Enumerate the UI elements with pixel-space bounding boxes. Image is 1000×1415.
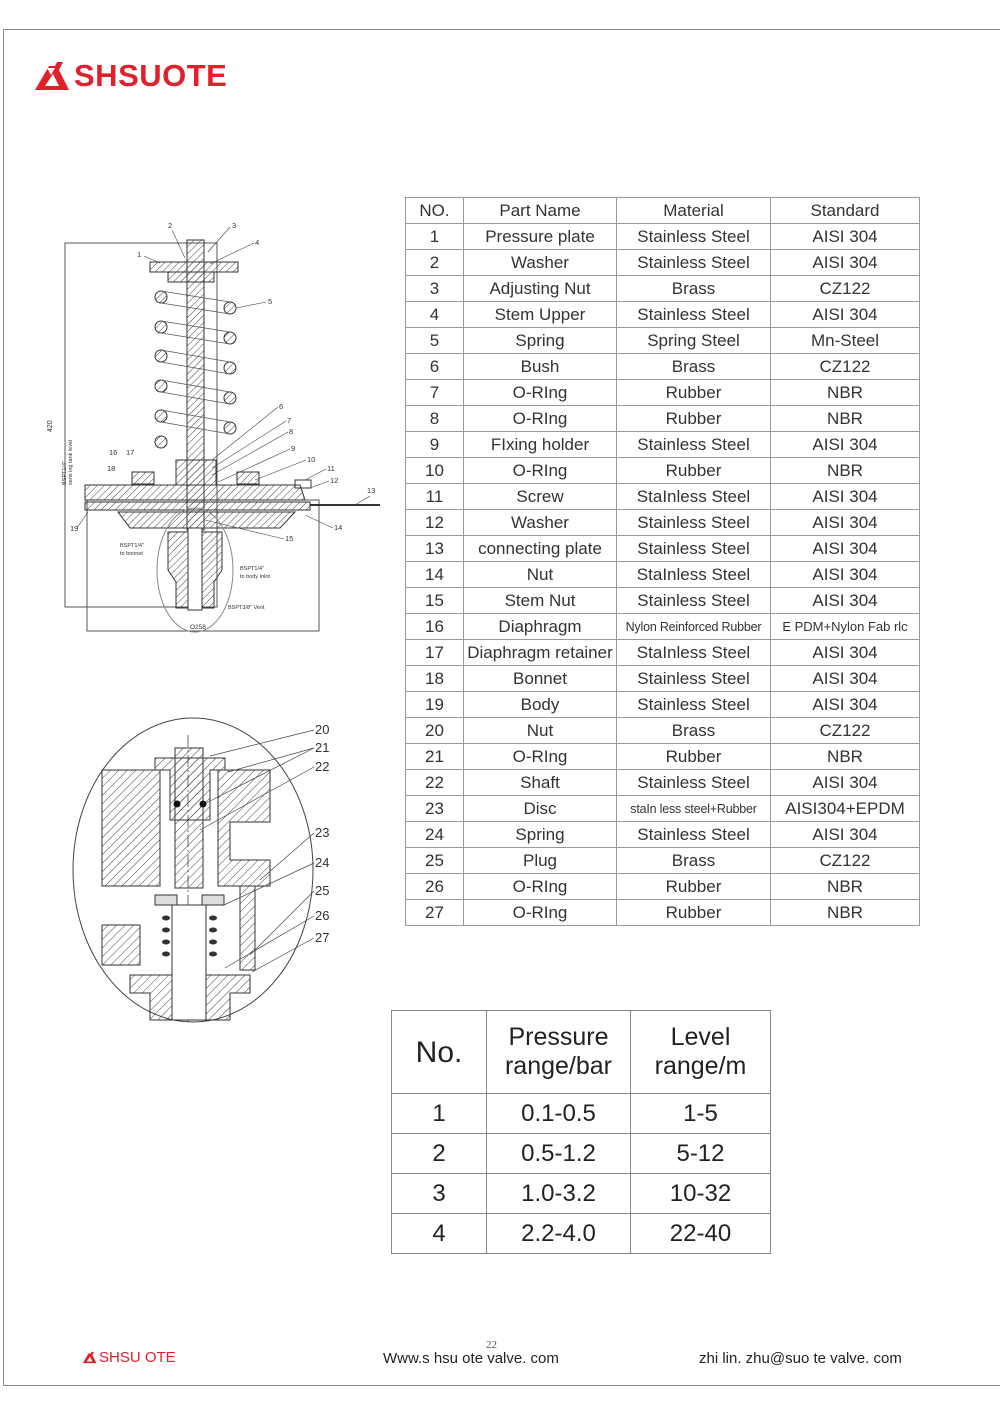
table-row [406, 744, 920, 770]
table-row [406, 640, 920, 666]
table-row [406, 874, 920, 900]
cell-level-range: 10-32 [631, 1174, 771, 1214]
table-row [406, 484, 920, 510]
cell-standard: AISI 304 [771, 510, 920, 536]
header-pressure-line1: Pressure [508, 1023, 609, 1051]
brand-name: SHSUOTE [74, 58, 228, 93]
diaphragm-shape [85, 502, 310, 510]
cell-part-name: Plug [464, 848, 617, 874]
cell-no: 21 [406, 744, 464, 770]
table-row [406, 510, 920, 536]
cell-part-name: Pressure plate [464, 224, 617, 250]
table-row [406, 302, 920, 328]
range-table-header [392, 1011, 771, 1094]
cell-part-name: Stem Upper [464, 302, 617, 328]
cell-part-name: O-RIng [464, 458, 617, 484]
cell-part-name: Washer [464, 250, 617, 276]
callout-8: 8 [289, 427, 294, 436]
cell-part-name: connecting plate [464, 536, 617, 562]
callout-10: 10 [307, 455, 316, 464]
cell-no: 1 [406, 224, 464, 250]
callout-21: 21 [315, 740, 330, 755]
cell-part-name: O-RIng [464, 380, 617, 406]
cell-standard: CZ122 [771, 718, 920, 744]
cell-part-name: O-RIng [464, 874, 617, 900]
cell-part-name: Spring [464, 822, 617, 848]
cell-material: Brass [617, 276, 771, 302]
cell-standard: AISI 304 [771, 588, 920, 614]
callout-16: 16 [109, 448, 118, 457]
footer-logo [82, 1349, 176, 1366]
cell-level-range: 1-5 [631, 1094, 771, 1134]
logo-triangle-icon [33, 60, 73, 92]
cell-no: 27 [406, 900, 464, 926]
cell-no: 19 [406, 692, 464, 718]
callout-12: 12 [330, 476, 339, 485]
callout-27: 27 [315, 930, 330, 945]
cell-material: Stainless Steel [617, 692, 771, 718]
cell-no: 4 [406, 302, 464, 328]
cell-material: Stainless Steel [617, 588, 771, 614]
cell-no: 2 [392, 1134, 487, 1174]
footer-brand: SHSU OTE [99, 1349, 176, 1366]
cell-material: Rubber [617, 406, 771, 432]
parts-table-body [406, 224, 920, 926]
note-vent: BSPT3/8" Vent [228, 605, 265, 611]
parts-table-header [406, 198, 920, 224]
callout-2: 2 [168, 221, 173, 230]
cell-no: 3 [406, 276, 464, 302]
cell-standard: AISI 304 [771, 432, 920, 458]
cell-part-name: Diaphragm retainer [464, 640, 617, 666]
cell-part-name: Nut [464, 718, 617, 744]
cell-part-name: Shaft [464, 770, 617, 796]
cell-material: Stainless Steel [617, 666, 771, 692]
cell-material: Stainless Steel [617, 224, 771, 250]
table-row [406, 562, 920, 588]
cell-no: 7 [406, 380, 464, 406]
dimension-width-label: O258 [190, 624, 206, 631]
fixing-holder-shape [176, 460, 216, 485]
bonnet-shape [85, 485, 305, 500]
cell-pressure-range: 1.0-3.2 [487, 1174, 631, 1214]
header-level-line1: Level [670, 1023, 731, 1051]
cell-part-name: Nut [464, 562, 617, 588]
bolt-shape [237, 472, 259, 484]
cell-part-name: O-RIng [464, 406, 617, 432]
cell-no: 12 [406, 510, 464, 536]
disc-right [202, 895, 224, 905]
valve-assembly-diagram [40, 210, 390, 635]
cell-no: 17 [406, 640, 464, 666]
callout-26: 26 [315, 908, 330, 923]
table-row [406, 250, 920, 276]
callout-3: 3 [232, 221, 237, 230]
cell-part-name: FIxing holder [464, 432, 617, 458]
callout-6: 6 [279, 402, 284, 411]
cell-part-name: O-RIng [464, 744, 617, 770]
footer-email-link[interactable]: zhi lin. zhu@suo te valve. com [699, 1350, 902, 1367]
cell-standard: NBR [771, 874, 920, 900]
cell-material: Spring Steel [617, 328, 771, 354]
cell-material: Stainless Steel [617, 822, 771, 848]
cell-standard: AISI 304 [771, 484, 920, 510]
note-to-inlet: BSPT1/4" [240, 566, 264, 572]
cell-no: 4 [392, 1214, 487, 1254]
cell-pressure-range: 2.2-4.0 [487, 1214, 631, 1254]
table-row [406, 718, 920, 744]
cell-no: 3 [392, 1174, 487, 1214]
cell-material: StaInless Steel [617, 484, 771, 510]
callout-5: 5 [268, 297, 273, 306]
header-pressure-range [487, 1011, 631, 1094]
brand-logo [33, 58, 227, 94]
cell-part-name: O-RIng [464, 900, 617, 926]
callout-1: 1 [137, 250, 142, 259]
cell-no: 13 [406, 536, 464, 562]
cell-standard: AISI 304 [771, 692, 920, 718]
cell-part-name: Adjusting Nut [464, 276, 617, 302]
cell-part-name: Spring [464, 328, 617, 354]
note-sensing: BSPT1/4" [62, 461, 68, 485]
cell-standard: E PDM+Nylon Fab rlc [771, 614, 920, 640]
cell-no: 9 [406, 432, 464, 458]
cell-material: Stainless Steel [617, 432, 771, 458]
callout-17: 17 [126, 448, 135, 457]
cell-no: 5 [406, 328, 464, 354]
cell-part-name: Disc [464, 796, 617, 822]
body-right [218, 770, 270, 886]
header-standard: Standard [771, 198, 920, 224]
cell-part-name: Diaphragm [464, 614, 617, 640]
cell-material: Rubber [617, 458, 771, 484]
plug-bore [172, 905, 206, 1020]
cell-no: 1 [392, 1094, 487, 1134]
table-row [406, 848, 920, 874]
callout-19: 19 [70, 524, 79, 533]
cell-no: 23 [406, 796, 464, 822]
cell-no: 14 [406, 562, 464, 588]
cell-standard: CZ122 [771, 276, 920, 302]
table-row [406, 536, 920, 562]
table-row [392, 1174, 771, 1214]
cell-standard: NBR [771, 458, 920, 484]
o-ring-dot [174, 801, 181, 808]
cell-standard: AISI 304 [771, 770, 920, 796]
cell-level-range: 22-40 [631, 1214, 771, 1254]
cell-material: Stainless Steel [617, 536, 771, 562]
footer-website-link[interactable]: Www.s hsu ote valve. com [383, 1350, 559, 1367]
header-level-range [631, 1011, 771, 1094]
disc-left [155, 895, 177, 905]
cell-standard: Mn-Steel [771, 328, 920, 354]
cell-material: Stainless Steel [617, 770, 771, 796]
table-row [392, 1094, 771, 1134]
detail-callouts [315, 722, 329, 945]
cell-standard: NBR [771, 744, 920, 770]
cell-no: 24 [406, 822, 464, 848]
body-shape [118, 512, 295, 528]
header-pressure-line2: range/bar [504, 1052, 613, 1080]
dimension-height-label: 420 [47, 420, 54, 432]
callout-22: 22 [315, 759, 330, 774]
cell-standard: NBR [771, 406, 920, 432]
cell-material: Stainless Steel [617, 250, 771, 276]
callout-7: 7 [287, 416, 292, 425]
table-row [406, 822, 920, 848]
cell-material: Nylon Reinforced Rubber [617, 614, 771, 640]
table-row [406, 224, 920, 250]
o-ring-dot [200, 801, 207, 808]
logo-triangle-icon [82, 1351, 98, 1364]
callout-23: 23 [315, 825, 330, 840]
cell-standard: AISI 304 [771, 640, 920, 666]
cell-standard: CZ122 [771, 354, 920, 380]
cell-no: 16 [406, 614, 464, 640]
table-row [406, 796, 920, 822]
cell-standard: AISI 304 [771, 302, 920, 328]
header-material: Material [617, 198, 771, 224]
bolt-shape [132, 472, 154, 484]
note-sensing-2: sens ing tank level [68, 439, 74, 485]
cell-material: StaInless Steel [617, 640, 771, 666]
cell-material: Stainless Steel [617, 510, 771, 536]
cell-material: Rubber [617, 380, 771, 406]
cell-part-name: Body [464, 692, 617, 718]
callout-11: 11 [327, 464, 335, 473]
cell-pressure-range: 0.1-0.5 [487, 1094, 631, 1134]
cell-standard: AISI 304 [771, 224, 920, 250]
cell-no: 2 [406, 250, 464, 276]
body-lower-left [102, 925, 140, 965]
note-to-bonnet-2: to bonnet [120, 551, 143, 557]
cell-no: 26 [406, 874, 464, 900]
cell-no: 15 [406, 588, 464, 614]
page-number: 22 [486, 1339, 497, 1351]
table-row [406, 354, 920, 380]
cell-material: Rubber [617, 744, 771, 770]
cell-standard: AISI 304 [771, 666, 920, 692]
cell-no: 11 [406, 484, 464, 510]
header-level-line2: range/m [654, 1052, 747, 1080]
cell-standard: NBR [771, 380, 920, 406]
cell-level-range: 5-12 [631, 1134, 771, 1174]
cell-no: 25 [406, 848, 464, 874]
header-no: No. [392, 1011, 487, 1094]
table-row [406, 692, 920, 718]
cell-material: Rubber [617, 900, 771, 926]
cell-part-name: Bush [464, 354, 617, 380]
cell-standard: NBR [771, 900, 920, 926]
header-part-name: Part Name [464, 198, 617, 224]
valve-detail-diagram [60, 710, 350, 1030]
cell-no: 10 [406, 458, 464, 484]
table-row [406, 432, 920, 458]
cell-standard: AISI 304 [771, 250, 920, 276]
table-row [406, 900, 920, 926]
valve-bore-shape [188, 528, 202, 610]
cell-part-name: Bonnet [464, 666, 617, 692]
callout-13: 13 [367, 486, 376, 495]
cell-material: StaInless Steel [617, 562, 771, 588]
cell-part-name: Stem Nut [464, 588, 617, 614]
cell-standard: CZ122 [771, 848, 920, 874]
note-to-inlet-2: to body Inlot [240, 574, 270, 580]
cell-standard: AISI 304 [771, 822, 920, 848]
body-left [102, 770, 160, 886]
table-row [392, 1214, 771, 1254]
table-row [406, 614, 920, 640]
table-row [406, 380, 920, 406]
table-row [406, 770, 920, 796]
cell-material: staIn less steel+Rubber [617, 796, 771, 822]
cell-material: Brass [617, 354, 771, 380]
table-row [406, 406, 920, 432]
cell-standard: AISI 304 [771, 536, 920, 562]
cell-standard: AISI304+EPDM [771, 796, 920, 822]
cell-material: Rubber [617, 874, 771, 900]
table-row [406, 458, 920, 484]
cell-part-name: Screw [464, 484, 617, 510]
table-row [406, 666, 920, 692]
header-no: NO. [406, 198, 464, 224]
pressure-range-table [391, 1010, 771, 1254]
cell-pressure-range: 0.5-1.2 [487, 1134, 631, 1174]
table-row [406, 328, 920, 354]
callout-25: 25 [315, 883, 330, 898]
cell-material: Stainless Steel [617, 302, 771, 328]
cell-no: 22 [406, 770, 464, 796]
callout-18: 18 [107, 464, 116, 473]
callout-9: 9 [291, 444, 296, 453]
callout-15: 15 [285, 534, 294, 543]
table-row [406, 276, 920, 302]
body-lower-right [240, 886, 255, 970]
cell-no: 20 [406, 718, 464, 744]
cell-part-name: Washer [464, 510, 617, 536]
cell-no: 18 [406, 666, 464, 692]
shaft-shape [175, 748, 203, 888]
callout-20: 20 [315, 722, 330, 737]
cell-no: 6 [406, 354, 464, 380]
table-row [406, 588, 920, 614]
cell-material: Brass [617, 718, 771, 744]
cell-material: Brass [617, 848, 771, 874]
callout-4: 4 [255, 238, 260, 247]
parts-table [405, 197, 920, 926]
cell-no: 8 [406, 406, 464, 432]
callout-14: 14 [334, 523, 343, 532]
note-to-bonnet: BSPT1/4" [120, 543, 144, 549]
callout-24: 24 [315, 855, 330, 870]
cell-standard: AISI 304 [771, 562, 920, 588]
table-row [392, 1134, 771, 1174]
range-table-body [392, 1094, 771, 1254]
